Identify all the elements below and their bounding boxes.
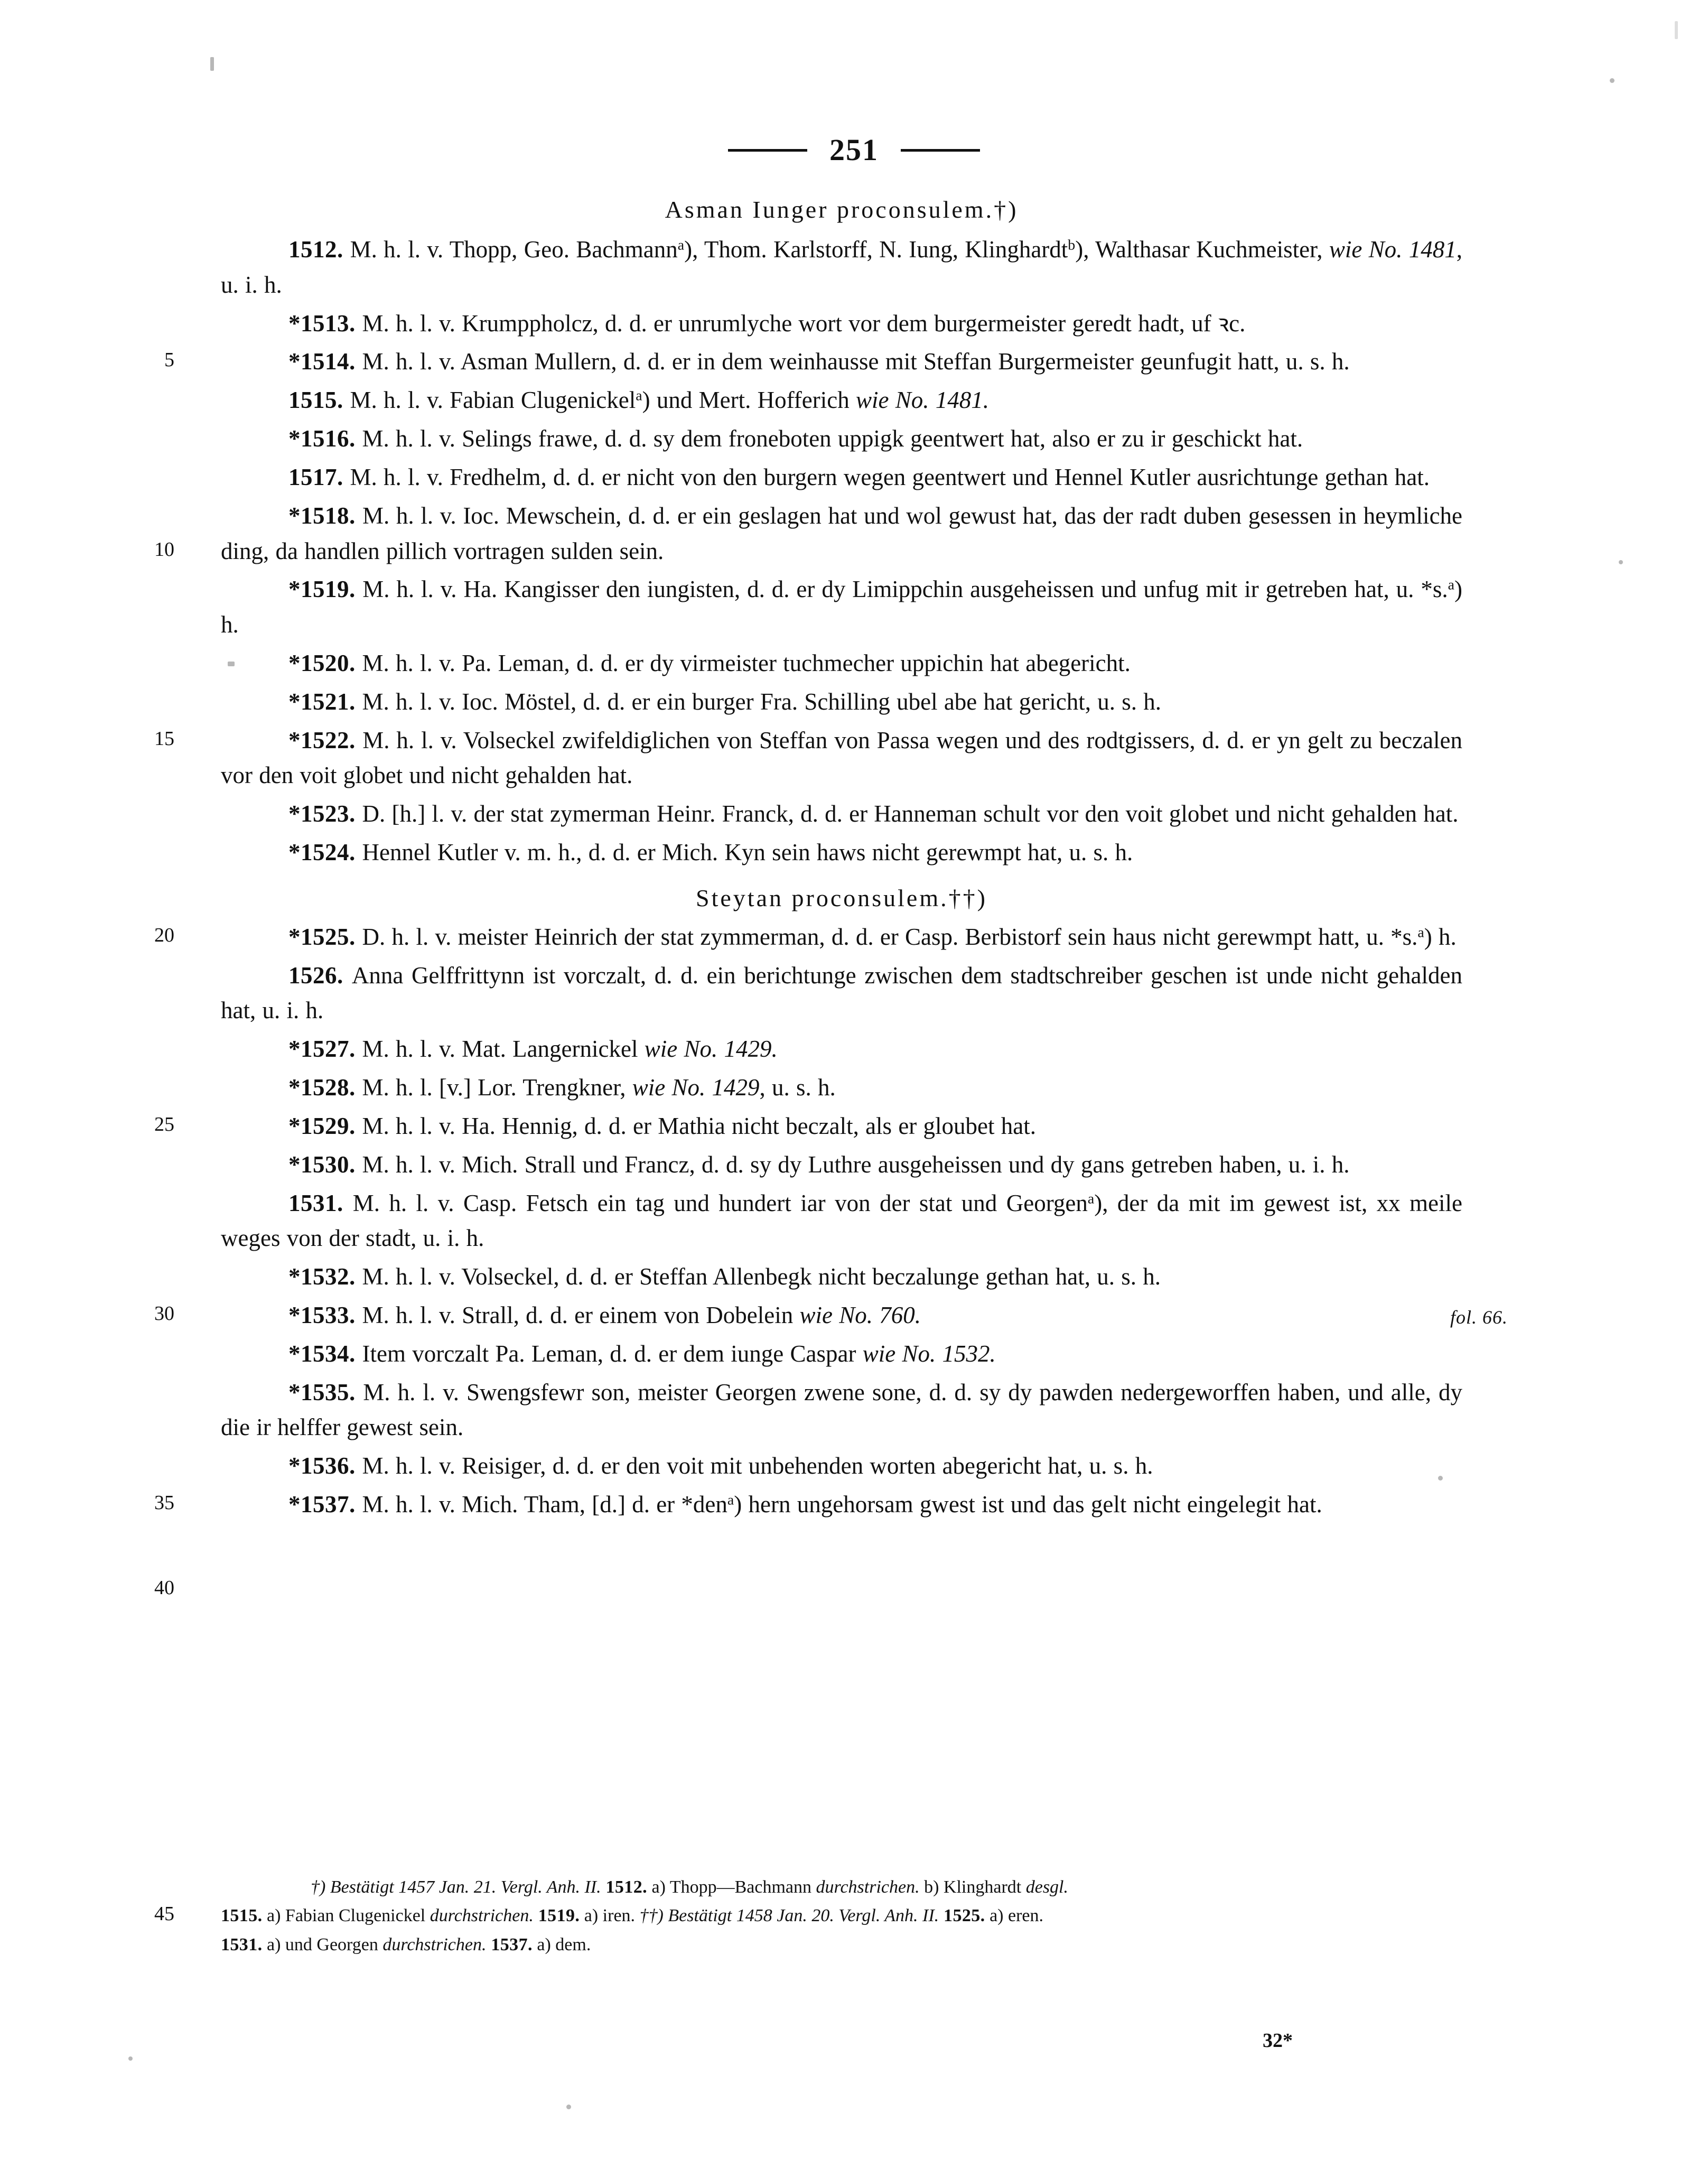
entry-number: *1530.: [288, 1151, 362, 1178]
entry-number: *1536.: [288, 1453, 362, 1479]
court-record-entry: [221, 1336, 1462, 1372]
italic-reference: Bestätigt 1458 Jan. 20. Vergl. Anh. II.: [668, 1906, 939, 1926]
entry-number: *1525.: [288, 923, 362, 950]
text-run: ) hern ungehorsam gwest ist und das gelt nicht eingelegit hat.: [734, 1491, 1322, 1518]
court-record-entry: [221, 646, 1462, 681]
text-run: M. h. l. v. Strall, d. d. er einem von Dobelein: [362, 1301, 800, 1328]
footnote-block: [221, 1873, 1473, 1959]
footnote-line: [221, 1902, 1473, 1930]
footnote-marker: a: [677, 237, 685, 254]
text-column: [221, 196, 1462, 1525]
entry-number: *1514.: [288, 348, 362, 375]
footnote-line: [221, 1873, 1473, 1902]
italic-reference: wie No. 760.: [799, 1301, 921, 1328]
entry-number: *1523.: [288, 800, 362, 827]
entry-number: *1529.: [288, 1112, 362, 1139]
text-run: M. h. l. v. Ioc. Möstel, d. d. er ein burger Fra. Schilling ubel abe hat gericht, u. s. h.: [362, 688, 1161, 715]
entry-number: *1532.: [288, 1263, 362, 1290]
margin-line-number: 5: [164, 349, 174, 371]
page-number: 251: [829, 133, 879, 167]
court-record-entry: [221, 684, 1462, 720]
signature-mark: 32*: [1263, 2030, 1293, 2052]
footnote-marker: a: [636, 387, 642, 404]
entry-number: *1537.: [288, 1491, 362, 1518]
entry-number: 1515.: [288, 387, 350, 414]
text-run: , u. i. h.: [221, 236, 1462, 298]
footnote-entry-number: 1512.: [601, 1877, 648, 1897]
text-run: M. h. l. v. Volseckel zwifeldiglichen von Steffan von Passa wegen und des rodtgissers, d. d. er yn gelt zu beczalen vor den voit globet und nicht gehalden hat.: [221, 727, 1463, 789]
footnote-entry-number: 1525.: [939, 1906, 985, 1926]
footnote-marker: a: [1417, 924, 1424, 941]
text-run: ) und Mert. Hofferich: [642, 387, 856, 414]
margin-line-number: 15: [154, 728, 174, 750]
entry-number: 1531.: [288, 1189, 353, 1216]
court-record-entry: [221, 1487, 1462, 1522]
entry-number: *1520.: [288, 649, 362, 676]
court-record-entry: [221, 796, 1462, 832]
court-record-entry: [221, 1259, 1462, 1295]
entry-number: *1533.: [288, 1301, 362, 1328]
text-run: M. h. l. v. Thopp, Geo. Bachmann: [350, 236, 678, 263]
scan-speckle: [1675, 21, 1678, 39]
text-run: M. h. l. v. Ha. Kangisser den iungisten, d. d. er dy Limippchin ausgeheissen und unfug mit ir getreben hat, u. *s.: [362, 576, 1448, 603]
text-run: a) Fabian Clugenickel: [262, 1906, 430, 1926]
text-run: D. h. l. v. meister Heinrich der stat zymmerman, d. d. er Casp. Berbistorf sein haus nicht gerewmpt hatt, u. *s.: [362, 923, 1418, 950]
margin-line-number: 30: [154, 1302, 174, 1325]
text-run: ), Walthasar Kuchmeister,: [1075, 236, 1329, 263]
court-record-entry: [221, 958, 1462, 1029]
text-run: b) Klinghardt: [919, 1877, 1026, 1897]
footnote-entry-number: 1531.: [221, 1934, 263, 1954]
text-run: a) und Georgen: [262, 1934, 383, 1954]
court-record-entry: [221, 1109, 1462, 1144]
text-run: ) h.: [1424, 923, 1457, 950]
court-record-entry: [221, 1147, 1462, 1183]
text-run: M. h. l. v. Krumppholcz, d. d. er unrumlyche wort vor dem burgermeister geredt hadt, uf ꝛc.: [362, 310, 1246, 337]
text-run: M. h. l. v. Pa. Leman, d. d. er dy virmeister tuchmecher uppichin hat abegericht.: [362, 649, 1131, 676]
court-record-entry: [221, 344, 1462, 379]
italic-reference: ††): [639, 1906, 668, 1926]
marginal-folio-note: fol. 66.: [1450, 1307, 1508, 1328]
scan-speckle: [128, 2056, 133, 2061]
footnote-entry-number: 1515.: [221, 1906, 263, 1926]
italic-reference: wie No. 1429: [632, 1074, 760, 1101]
italic-reference: durchstrichen.: [430, 1906, 534, 1926]
italic-reference: wie No. 1532.: [862, 1340, 996, 1367]
court-record-entry: [221, 1031, 1462, 1067]
entry-number: *1527.: [288, 1036, 362, 1063]
italic-reference: Bestätigt 1457 Jan. 21. Vergl. Anh. II.: [330, 1877, 601, 1897]
entry-number: *1534.: [288, 1340, 362, 1367]
court-record-entry: [221, 1070, 1462, 1105]
entry-number: *1521.: [288, 688, 362, 715]
court-record-entry: [221, 498, 1462, 569]
court-record-entry: [221, 383, 1462, 418]
footnote-marker: b: [1068, 237, 1076, 254]
entry-number: *1528.: [288, 1074, 362, 1101]
court-record-entry: [221, 835, 1462, 870]
text-run: M. h. l. v. Ioc. Mewschein, d. d. er ein geslagen hat und wol gewust hat, das der radt duben gesessen in heymliche ding, da handlen pillich vortragen sulden sein.: [221, 502, 1463, 564]
text-run: Item vorczalt Pa. Leman, d. d. er dem iunge Caspar: [362, 1340, 863, 1367]
text-run: ), Thom. Karlstorff, N. Iung, Klinghardt: [684, 236, 1068, 263]
text-run: a) dem.: [532, 1934, 591, 1954]
footnote-marker: a: [727, 1492, 734, 1509]
margin-line-number: 20: [154, 924, 174, 946]
entry-number: *1518.: [288, 502, 362, 529]
entry-number: *1513.: [288, 310, 362, 337]
section-heading-asman-iunger: Asman Iunger proconsulem.†): [665, 196, 1019, 223]
text-run: a) Thopp—Bachmann: [647, 1877, 816, 1897]
text-run: Hennel Kutler v. m. h., d. d. er Mich. Kyn sein haws nicht gerewmpt hat, u. s. h.: [362, 839, 1133, 865]
margin-line-number: 25: [154, 1113, 174, 1135]
court-record-entry: [221, 421, 1462, 457]
italic-reference: †): [311, 1877, 330, 1897]
entry-list-second-section: [221, 919, 1462, 1522]
court-record-entry: [221, 1186, 1462, 1256]
text-run: M. h. l. [v.] Lor. Trengkner,: [362, 1074, 632, 1101]
footnote-entry-number: 1519.: [533, 1906, 580, 1926]
entry-number: *1524.: [288, 839, 362, 865]
margin-line-number: 35: [154, 1492, 174, 1514]
text-run: M. h. l. v. Selings frawe, d. d. sy dem froneboten uppigk geentwert hat, also er zu ir geschickt hat.: [362, 425, 1303, 452]
page-header: [0, 132, 1708, 167]
text-run: M. h. l. v. Ha. Hennig, d. d. er Mathia nicht beczalt, als er gloubet hat.: [362, 1112, 1036, 1139]
text-run: M. h. l. v. Swengsfewr son, meister Georgen zwene sone, d. d. sy dy pawden nedergeworffen haben, und alle, dy die ir helffer gewest sein.: [221, 1379, 1463, 1441]
text-run: M. h. l. v. Casp. Fetsch ein tag und hundert iar von der stat und Georgen: [352, 1189, 1088, 1216]
text-run: ), der da mit im gewest ist, xx meile weges von der stadt, u. i. h.: [221, 1189, 1462, 1252]
margin-line-number: 45: [154, 1903, 174, 1925]
margin-line-number: 10: [154, 538, 174, 561]
section-heading-steytan: Steytan proconsulem.††): [696, 884, 987, 911]
entry-number: 1517.: [288, 463, 350, 490]
italic-reference: wie No. 1429.: [644, 1036, 778, 1063]
text-run: , u. s. h.: [759, 1074, 836, 1101]
text-run: M. h. l. v. Volseckel, d. d. er Steffan Allenbegk nicht beczalunge gethan hat, u. s. h.: [362, 1263, 1161, 1290]
italic-reference: durchstrichen.: [382, 1934, 487, 1954]
text-run: M. h. l. v. Fredhelm, d. d. er nicht von den burgern wegen geentwert und Hennel Kutler ausrichtunge gethan hat.: [350, 463, 1430, 490]
text-run: M. h. l. v. Mich. Tham, [d.] d. er *den: [362, 1491, 727, 1518]
court-record-entry: [221, 306, 1462, 341]
entry-number: *1516.: [288, 425, 362, 452]
text-run: a) iren.: [580, 1906, 640, 1926]
footnote-marker: a: [1448, 576, 1454, 593]
entry-number: 1512.: [288, 236, 350, 263]
italic-reference: durchstrichen.: [816, 1877, 920, 1897]
text-run: M. h. l. v. Fabian Clugenickel: [350, 387, 636, 414]
entry-number: *1519.: [288, 576, 363, 603]
court-record-entry: [221, 723, 1462, 794]
italic-reference: wie No. 1481.: [855, 387, 989, 414]
court-record-entry: [221, 460, 1462, 495]
scan-speckle: [566, 2105, 571, 2109]
footnote-line: [221, 1931, 1473, 1959]
scan-speckle: [1610, 78, 1614, 83]
entry-number: 1526.: [288, 962, 352, 989]
text-run: ) h.: [221, 576, 1462, 638]
entry-number: *1522.: [288, 727, 363, 753]
text-run: M. h. l. v. Asman Mullern, d. d. er in dem weinhausse mit Steffan Burgermeister geunfugit hatt, u. s. h.: [362, 348, 1350, 375]
footnote-marker: a: [1087, 1190, 1095, 1207]
italic-reference: desgl.: [1025, 1877, 1069, 1897]
footnote-entry-number: 1537.: [486, 1934, 533, 1954]
text-run: Anna Gelffrittynn ist vorczalt, d. d. ein berichtunge zwischen dem stadtschreiber geschen ist unde nicht gehalden hat, u. i. h.: [221, 962, 1463, 1024]
scan-speckle: [210, 57, 214, 71]
header-rule-left: [728, 149, 807, 152]
court-record-entry: [221, 1448, 1462, 1484]
text-run: D. [h.] l. v. der stat zymerman Heinr. Franck, d. d. er Hanneman schult vor den voit globet und nicht gehalden hat.: [362, 800, 1459, 827]
text-run: M. h. l. v. Mat. Langernickel: [362, 1036, 645, 1063]
text-run: M. h. l. v. Reisiger, d. d. er den voit mit unbehenden worten abegericht hat, u. s. h.: [362, 1453, 1153, 1479]
court-record-entry: [221, 919, 1462, 955]
text-run: M. h. l. v. Mich. Strall und Francz, d. d. sy dy Luthre ausgeheissen und dy gans getreben haben, u. i. h.: [362, 1151, 1350, 1178]
court-record-entry: [221, 1298, 1462, 1333]
text-run: a) eren.: [985, 1906, 1043, 1926]
entry-number: *1535.: [288, 1379, 363, 1405]
margin-line-number: 40: [154, 1577, 174, 1599]
entry-list-first-section: [221, 232, 1462, 870]
scan-speckle: [1619, 560, 1623, 564]
court-record-entry: [221, 1375, 1462, 1446]
court-record-entry: [221, 572, 1462, 643]
italic-reference: wie No. 1481: [1329, 236, 1457, 263]
header-rule-right: [901, 149, 980, 152]
court-record-entry: [221, 232, 1462, 303]
